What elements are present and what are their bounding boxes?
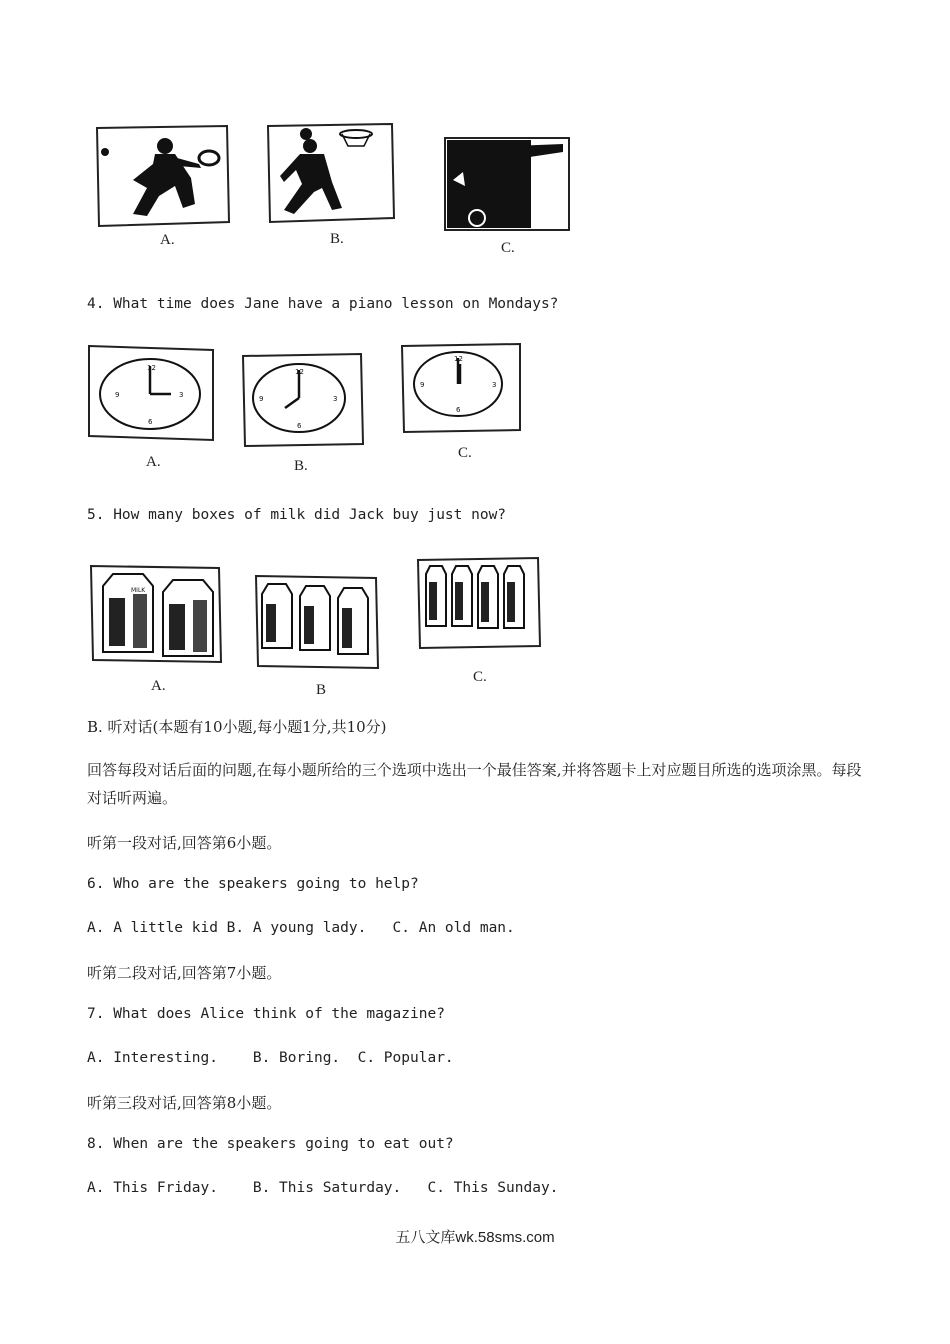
clock-three-oclock-icon <box>87 344 217 442</box>
svg-text:3: 3 <box>492 381 497 389</box>
dialog-1-intro: 听第一段对话,回答第6小题。 <box>87 834 282 852</box>
svg-text:6: 6 <box>148 418 153 426</box>
milk-label: MILK <box>131 587 146 594</box>
q3-option-b-label: B. <box>330 231 344 247</box>
svg-text:9: 9 <box>420 381 425 389</box>
q4-option-a-picture <box>87 344 217 442</box>
q6-question: 6. Who are the speakers going to help? <box>87 876 419 892</box>
q4-option-b-picture <box>241 352 365 448</box>
q7-options: A. Interesting. B. Boring. C. Popular. <box>87 1050 454 1066</box>
q5-option-a-picture <box>89 564 223 664</box>
q3-option-c-label: C. <box>501 240 515 256</box>
q5-option-c-label: C. <box>473 669 487 685</box>
svg-text:6: 6 <box>456 406 461 414</box>
q5-option-b-picture <box>254 574 380 670</box>
q3-option-b-picture <box>266 122 396 226</box>
footer-watermark: 五八文库wk.58sms.com <box>395 1229 555 1246</box>
three-milk-boxes-icon <box>254 574 380 670</box>
clock-eight-oclock-icon <box>241 352 365 448</box>
q3-option-c-picture <box>443 136 573 234</box>
svg-text:9: 9 <box>259 395 264 403</box>
q6-options: A. A little kid B. A young lady. C. An old man. <box>87 920 515 936</box>
svg-text:3: 3 <box>179 391 184 399</box>
q4-option-b-label: B. <box>294 458 308 474</box>
dialog-2-intro: 听第二段对话,回答第7小题。 <box>87 964 282 982</box>
two-milk-boxes-icon <box>89 564 223 664</box>
q4-option-a-label: A. <box>146 454 161 470</box>
q4-question: 4. What time does Jane have a piano lesson on Mondays? <box>87 296 559 312</box>
section-b-instructions: 回答每段对话后面的问题,在每小题所给的三个选项中选出一个最佳答案,并将答题卡上对应题目所选的选项涂黑。每段对话听两遍。 <box>87 761 862 807</box>
svg-text:9: 9 <box>115 391 120 399</box>
q4-option-c-picture <box>400 342 522 434</box>
tennis-player-icon <box>95 124 231 228</box>
q5-question: 5. How many boxes of milk did Jack buy just now? <box>87 507 507 523</box>
svg-text:12: 12 <box>295 368 304 376</box>
soccer-player-icon <box>443 136 573 234</box>
four-milk-boxes-icon <box>416 556 542 650</box>
q5-option-a-label: A. <box>151 678 166 694</box>
q5-option-c-picture <box>416 556 542 650</box>
svg-text:3: 3 <box>333 395 338 403</box>
basketball-player-icon <box>266 122 396 226</box>
section-b-heading: B. 听对话(本题有10小题,每小题1分,共10分) <box>87 718 387 736</box>
svg-text:12: 12 <box>454 355 463 363</box>
q3-option-a-label: A. <box>160 232 175 248</box>
q3-option-a-picture <box>95 124 231 228</box>
clock-twelve-oclock-icon <box>400 342 522 434</box>
q7-question: 7. What does Alice think of the magazine? <box>87 1006 445 1022</box>
q4-option-c-label: C. <box>458 445 472 461</box>
svg-text:6: 6 <box>297 422 302 430</box>
q8-question: 8. When are the speakers going to eat out? <box>87 1136 454 1152</box>
dialog-3-intro: 听第三段对话,回答第8小题。 <box>87 1094 282 1112</box>
svg-text:12: 12 <box>147 364 156 372</box>
q5-option-b-label: B <box>316 682 327 698</box>
q8-options: A. This Friday. B. This Saturday. C. This Sunday. <box>87 1180 559 1196</box>
